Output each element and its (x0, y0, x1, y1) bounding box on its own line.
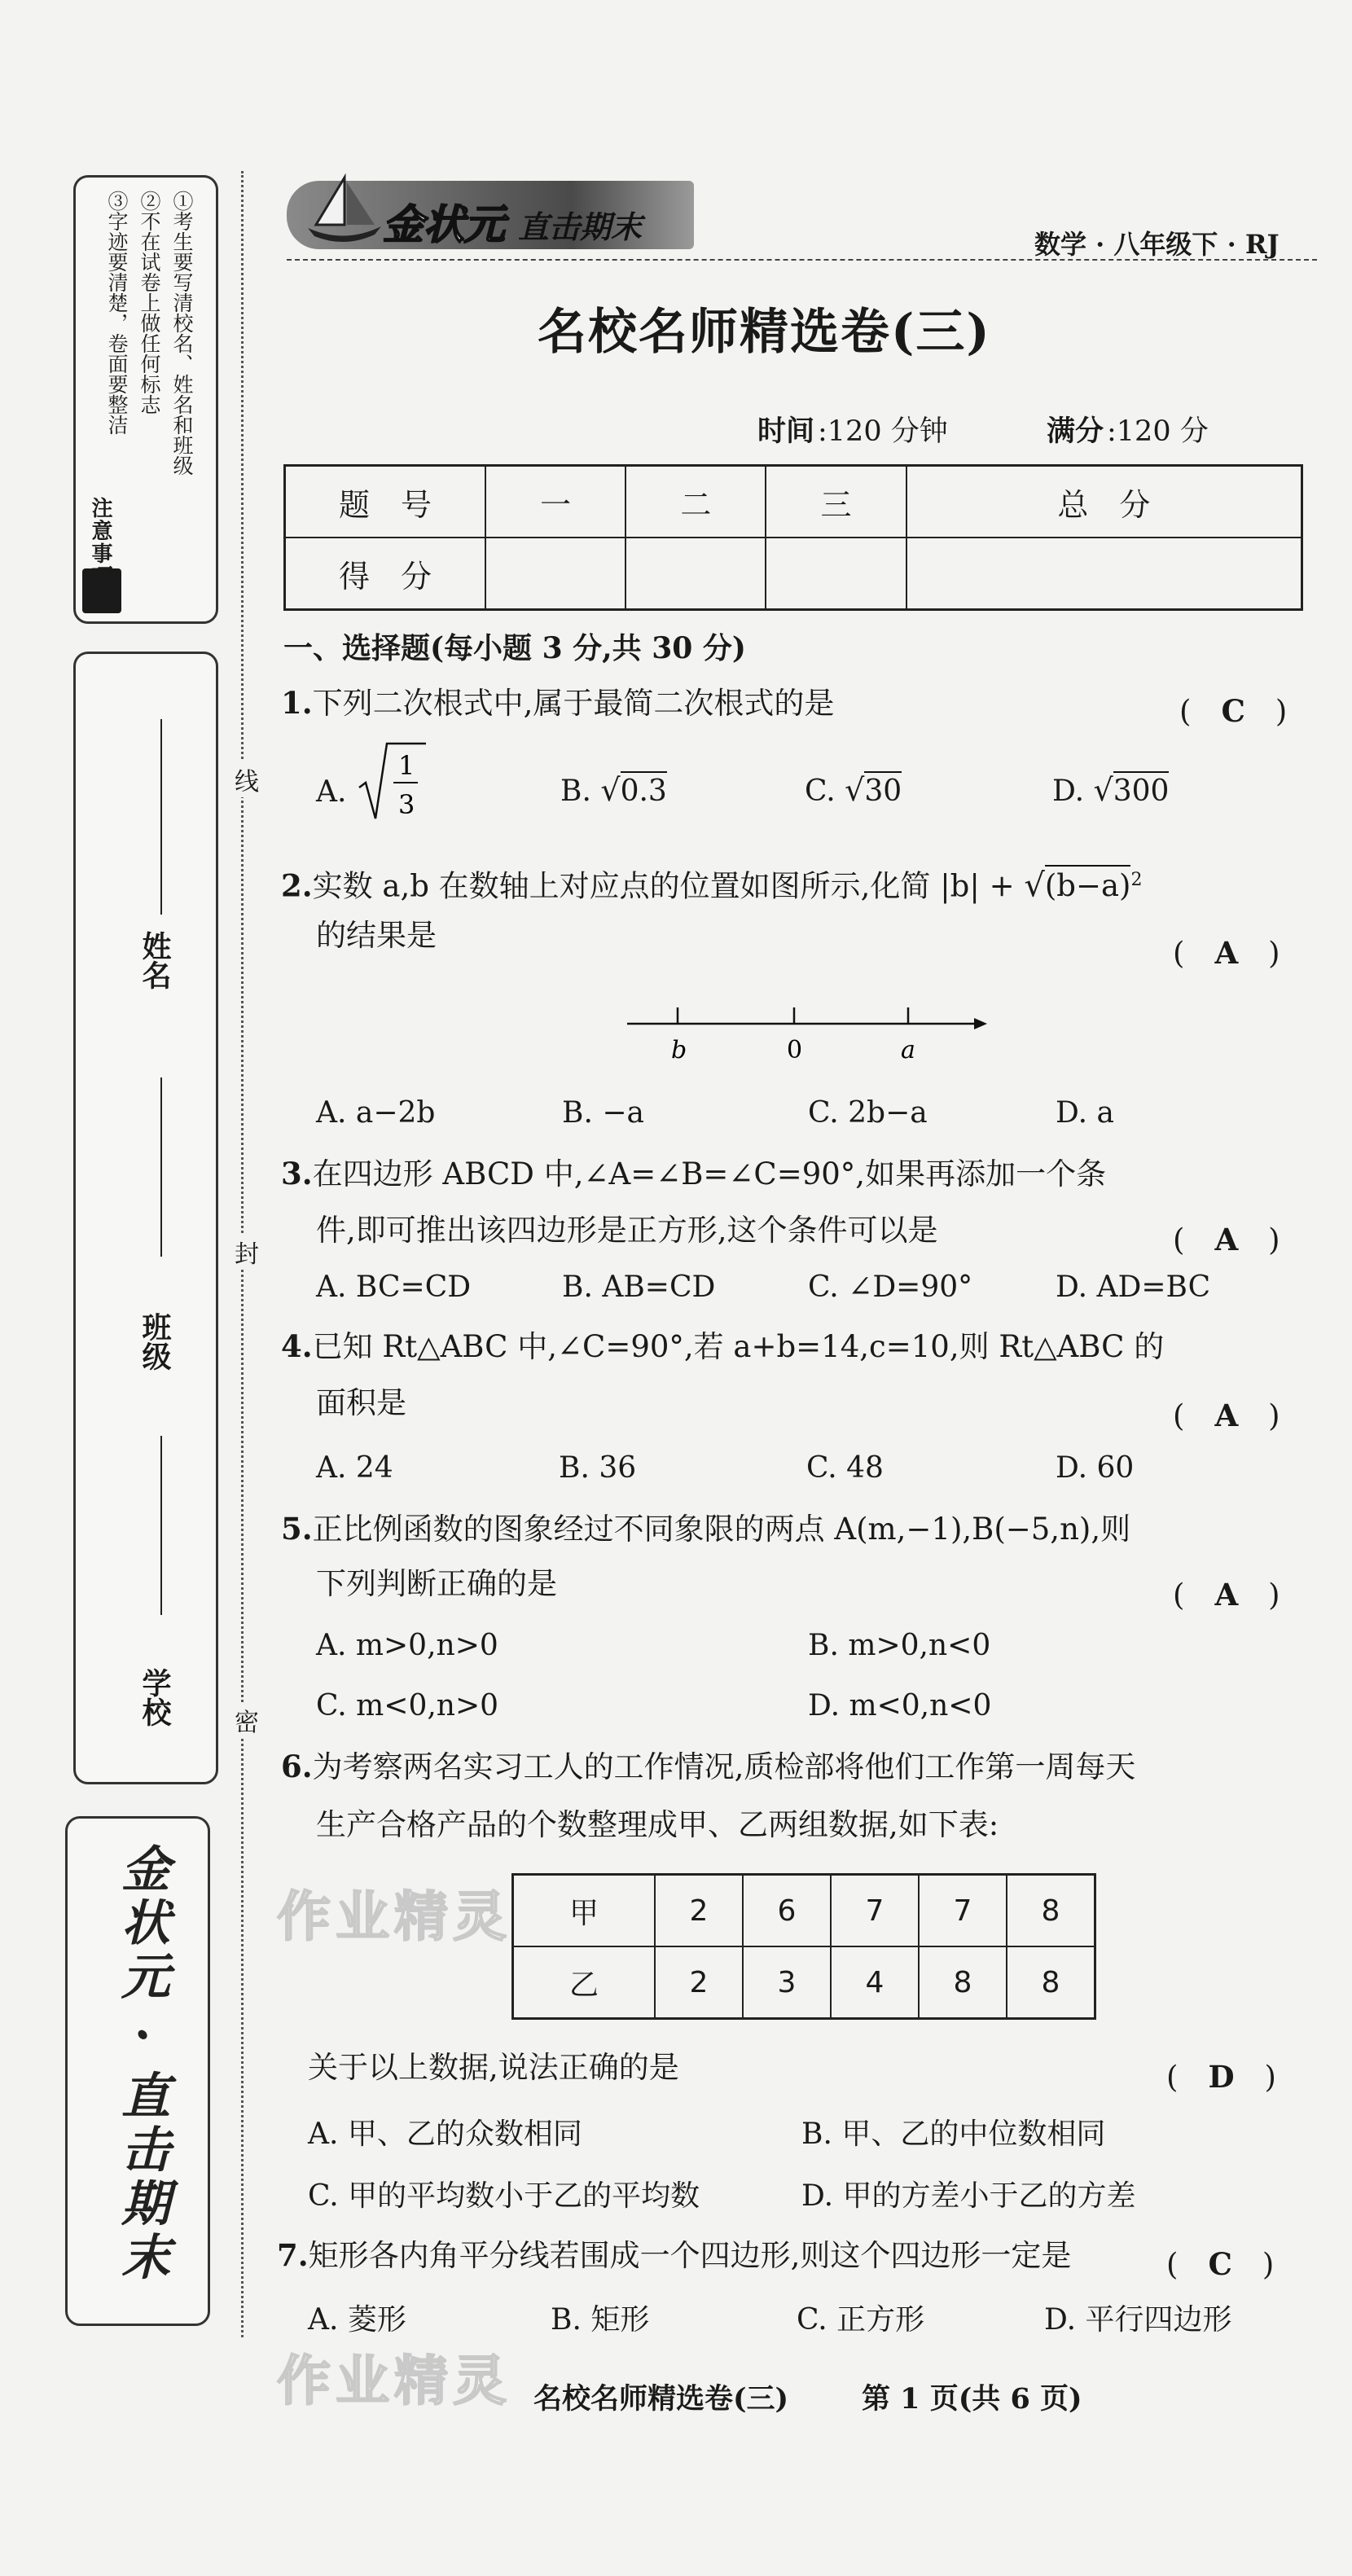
answer-value: C (1221, 693, 1245, 729)
option-d: D. √300 (1052, 772, 1170, 808)
notice-item-2: ②不在试卷上做任何标志 (138, 191, 161, 415)
radicand-numerator: 1 (397, 750, 415, 781)
answer-bracket: ( A ) (1173, 1398, 1280, 1433)
point-a-label: a (901, 1036, 915, 1064)
radicand: 300 (1113, 771, 1170, 808)
option-b: B. 矩形 (551, 2303, 650, 2337)
score-cell[interactable] (626, 538, 766, 610)
row-label: 甲 (513, 1875, 656, 1947)
option-d: D. a (1056, 1096, 1114, 1130)
score-header-cell: 一 (485, 466, 626, 538)
answer-value: A (1214, 1222, 1239, 1257)
question-text: 已知 Rt△ABC 中,∠C=90°,若 a+b=14,c=10,则 Rt△ABC 的 (312, 1329, 1165, 1364)
number-line (619, 990, 994, 1071)
question-text: 下列二次根式中,属于最简二次根式的是 (312, 686, 835, 721)
origin-label: 0 (787, 1036, 803, 1064)
answer-bracket: ( D ) (1166, 2059, 1276, 2095)
question-4 (281, 1327, 1164, 1366)
row-label: 乙 (513, 1946, 656, 2019)
question-number: 1. (281, 685, 313, 721)
answer-value: D (1208, 2059, 1235, 2095)
question-text: 为考察两名实习工人的工作情况,质检部将他们工作第一周每天 (312, 1749, 1136, 1784)
option-a: A. 甲、乙的众数相同 (308, 2117, 582, 2151)
table-row (513, 1875, 1095, 1947)
student-info-box (73, 652, 218, 1784)
score-cell[interactable] (766, 538, 906, 610)
class-field-label: 班级 (138, 1312, 172, 1371)
option-d: D. 甲的方差小于乙的方差 (801, 2179, 1136, 2213)
radicand: (b−a) (1045, 865, 1131, 903)
notice-item-3: ③字迹要清楚，卷面要整洁 (105, 191, 129, 435)
answer-bracket: ( C ) (1166, 2246, 1275, 2282)
notice-item-1: ①考生要写清校名、姓名和班级 (170, 191, 194, 476)
cut-label-mi: 密 (235, 1702, 259, 1738)
option-c: C. 2b−a (808, 1096, 928, 1130)
option-a: A. 菱形 (308, 2303, 406, 2337)
question-text: 关于以上数据,说法正确的是 (308, 2050, 679, 2085)
option-c: C. 甲的平均数小于乙的平均数 (308, 2179, 700, 2213)
question-text: 件,即可推出该四边形是正方形,这个条件可以是 (316, 1213, 938, 1248)
option-d: D. m<0,n<0 (808, 1689, 992, 1722)
answer-value: A (1214, 935, 1239, 971)
answer-value: C (1208, 2246, 1232, 2282)
data-table (511, 1873, 1096, 2020)
table-cell: 2 (655, 1946, 743, 2019)
option-b: B. −a (562, 1096, 644, 1130)
question-number: 6. (281, 1749, 313, 1784)
question-text: 生产合格产品的个数整理成甲、乙两组数据,如下表: (316, 1807, 999, 1842)
option-c: C. 正方形 (797, 2303, 925, 2337)
score-header-cell: 题 号 (285, 466, 486, 538)
exponent: 2 (1130, 870, 1143, 890)
option-a: A. 24 (316, 1451, 393, 1485)
brand-vertical-text: 金状元 · 直击期末 (113, 1843, 170, 2285)
question-3-line-2 (316, 1212, 938, 1249)
answer-bracket: ( A ) (1173, 1577, 1280, 1613)
answer-bracket: ( C ) (1179, 693, 1288, 729)
option-c: C. m<0,n>0 (316, 1689, 499, 1722)
cut-label-feng: 封 (235, 1234, 259, 1270)
option-d: D. AD=BC (1056, 1270, 1211, 1304)
table-cell: 3 (743, 1946, 831, 2019)
option-b: B. m>0,n<0 (808, 1629, 991, 1662)
question-text: 的结果是 (316, 918, 437, 953)
score-table-score-row (285, 538, 1302, 610)
score-table-header-row (285, 466, 1302, 538)
option-a: A. m>0,n>0 (316, 1629, 498, 1662)
cut-label-xian: 线 (235, 761, 259, 797)
table-cell: 8 (1007, 1875, 1095, 1947)
option-b: B. AB=CD (562, 1270, 716, 1304)
score-cell[interactable] (906, 538, 1302, 610)
option-c: C. √30 (805, 772, 902, 808)
option-d: D. 60 (1056, 1451, 1135, 1485)
question-5-line-2 (316, 1565, 557, 1603)
radicand: 30 (864, 771, 902, 808)
option-b: B. √0.3 (560, 772, 667, 808)
section-heading: 一、选择题(每小题 3 分,共 30 分) (283, 631, 746, 665)
table-cell: 4 (831, 1946, 919, 2019)
option-c: C. 48 (806, 1451, 884, 1485)
radicand-denominator: 3 (397, 789, 415, 820)
table-cell: 8 (919, 1946, 1007, 2019)
question-2: 2.实数 a,b 在数轴上对应点的位置如图所示,化简 $|b| + √(b-a)^2$ (281, 867, 1143, 905)
question-number: 5. (281, 1511, 313, 1547)
score-label: 满分 (1047, 415, 1104, 448)
time-label: 时间 (757, 415, 815, 448)
option-b: B. 36 (559, 1451, 637, 1485)
question-3 (281, 1155, 1106, 1193)
table-cell: 6 (743, 1875, 831, 1947)
sqrt-fraction (356, 737, 429, 827)
boat-icon (300, 171, 389, 248)
school-field-label: 学校 (138, 1668, 172, 1727)
question-text: 矩形各内角平分线若围成一个四边形,则这个四边形一定是 (308, 2238, 1072, 2273)
question-text: 下列判断正确的是 (316, 1566, 557, 1601)
brand-name: 金状元 (383, 200, 505, 248)
option-d: D. 平行四边形 (1044, 2303, 1232, 2337)
notice-box (73, 175, 218, 624)
question-text: 正比例函数的图象经过不同象限的两点 A(m,−1),B(−5,n),则 (312, 1512, 1131, 1547)
radicand: 0.3 (621, 771, 667, 808)
option-a: A. a−2b (316, 1096, 436, 1130)
table-cell: 7 (831, 1875, 919, 1947)
class-field-line[interactable] (160, 1077, 162, 1257)
question-6 (281, 1748, 1135, 1786)
question-number: 2. (281, 867, 313, 904)
score-value: :120 分 (1107, 415, 1209, 448)
question-5 (281, 1510, 1130, 1548)
question-2-line-2 (316, 917, 437, 954)
answer-bracket: ( A ) (1173, 935, 1280, 971)
name-field-label: 姓名 (138, 931, 172, 990)
option-b: B. 甲、乙的中位数相同 (801, 2117, 1106, 2151)
option-a: A. BC=CD (316, 1270, 472, 1304)
footer-title: 名校名师精选卷(三) (533, 2382, 789, 2416)
score-header-cell: 二 (626, 466, 766, 538)
question-1 (281, 684, 834, 722)
table-row (513, 1946, 1095, 2019)
table-cell: 8 (1007, 1946, 1095, 2019)
score-row-label: 得 分 (285, 538, 486, 610)
name-field-line[interactable] (160, 719, 162, 915)
question-number: 3. (281, 1156, 313, 1191)
score-header-cell: 总 分 (906, 466, 1302, 538)
series-name: 直击期末 (518, 208, 643, 245)
option-a: A. 1 3 (316, 761, 429, 827)
table-cell: 2 (655, 1875, 743, 1947)
option-c: C. ∠D=90° (808, 1270, 973, 1304)
answer-value: A (1214, 1577, 1239, 1613)
score-cell[interactable] (485, 538, 626, 610)
time-value: :120 分钟 (818, 415, 948, 448)
table-cell: 7 (919, 1875, 1007, 1947)
question-number: 7. (277, 2237, 309, 2273)
point-b-label: b (671, 1036, 687, 1064)
question-text: 在四边形 ABCD 中,∠A=∠B=∠C=90°,如果再添加一个条 (312, 1156, 1107, 1191)
answer-bracket: ( A ) (1173, 1222, 1280, 1257)
question-4-line-2 (316, 1385, 406, 1422)
watermark: 作业精灵 (277, 2350, 511, 2412)
school-field-line[interactable] (160, 1436, 162, 1615)
watermark: 作业精灵 (277, 1885, 511, 1948)
question-6-line-2 (316, 1806, 999, 1844)
question-text: 实数 a,b 在数轴上对应点的位置如图所示,化简 |b| + (312, 868, 1015, 904)
answer-value: A (1214, 1398, 1239, 1433)
question-number: 4. (281, 1328, 313, 1364)
footer-page: 第 1 页(共 6 页) (862, 2382, 1082, 2416)
subject-label: 数学 · 八年级下 · RJ (1034, 229, 1280, 260)
question-7 (277, 2236, 1071, 2275)
brand-side-box (65, 1816, 210, 2326)
score-header-cell: 三 (766, 466, 906, 538)
question-6-line-3 (308, 2049, 679, 2087)
question-text: 面积是 (316, 1385, 406, 1420)
page-title: 名校名师精选卷(三) (538, 304, 991, 361)
score-table (283, 464, 1303, 611)
notice-title: 注意事项 (88, 497, 112, 588)
